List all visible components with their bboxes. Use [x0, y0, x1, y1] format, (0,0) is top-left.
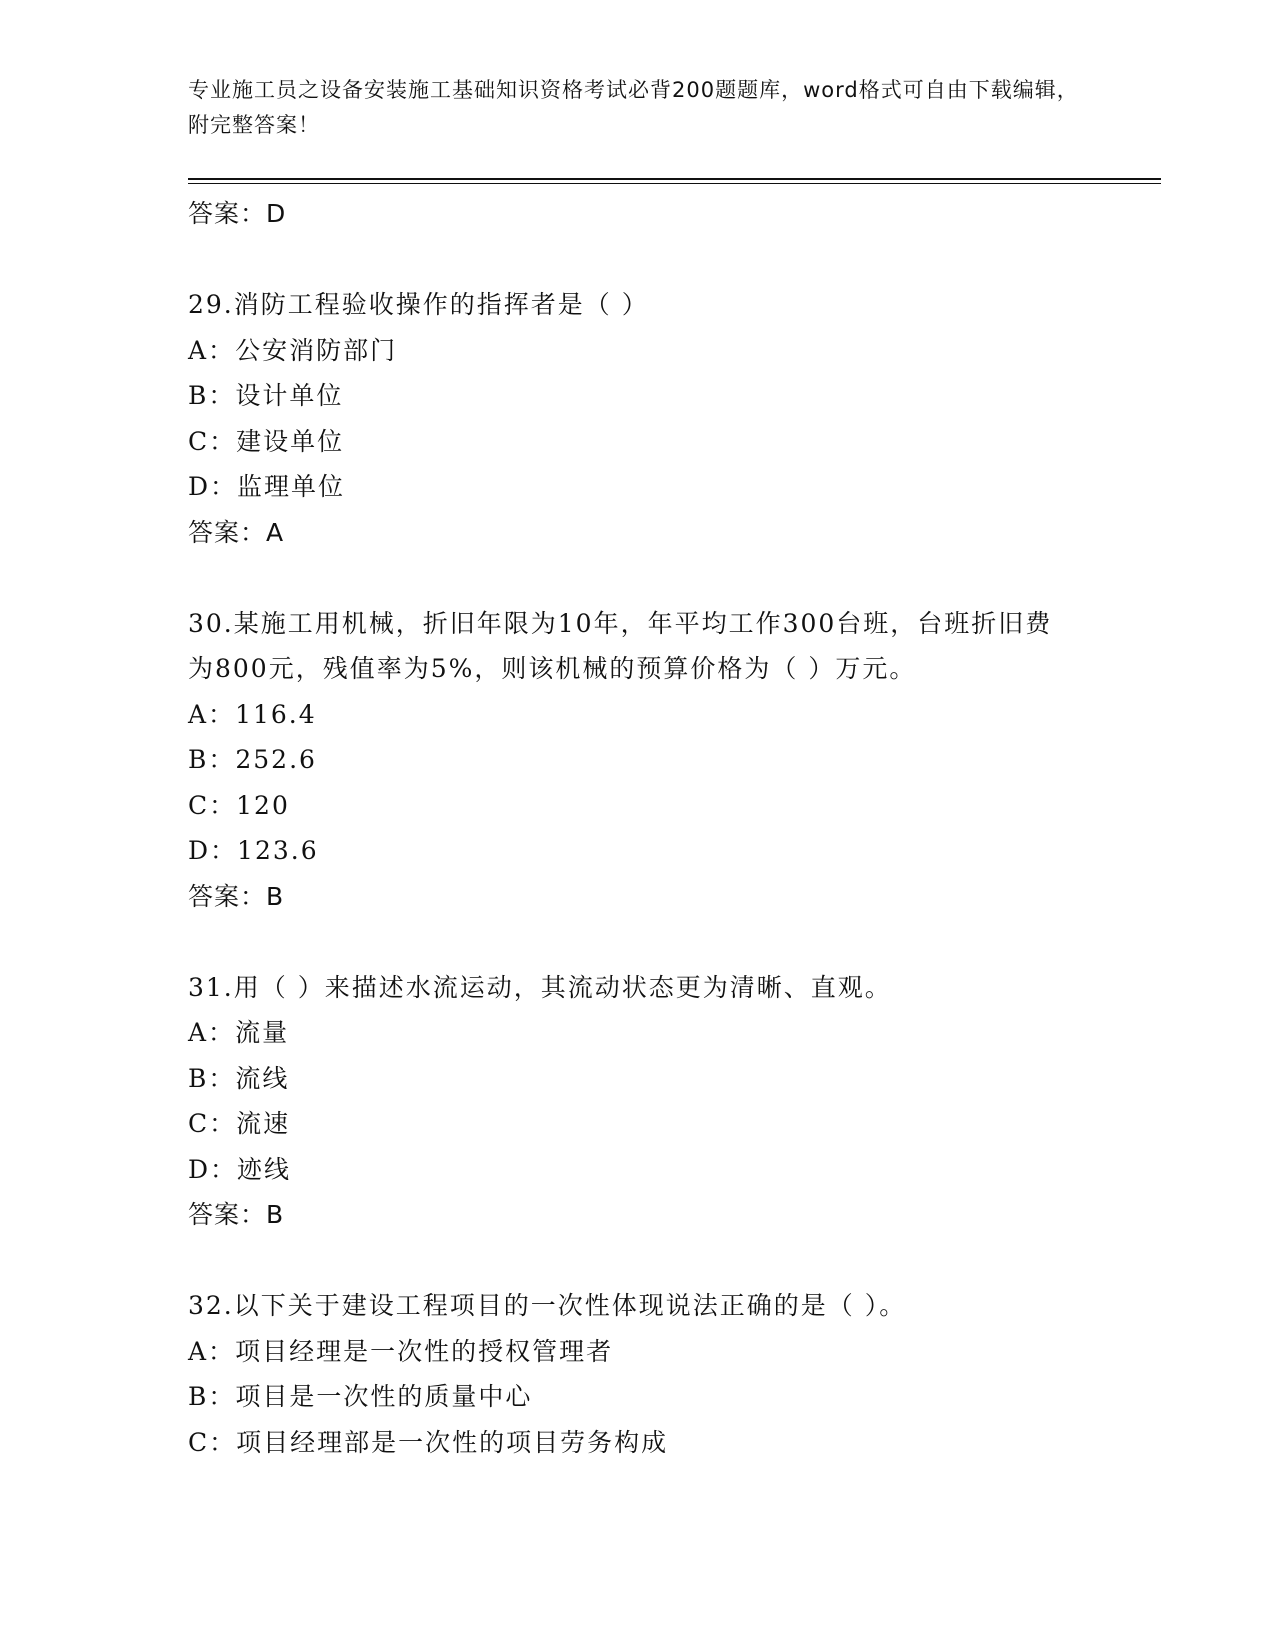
spacer	[188, 237, 1068, 283]
option-letter: D：	[188, 1154, 238, 1184]
page-header-title: 专业施工员之设备安装施工基础知识资格考试必背200题题库，word格式可自由下载编辑，附完整答案！	[188, 78, 1079, 137]
option-letter: A：	[188, 699, 236, 729]
question-30	[188, 601, 1068, 920]
question-answer: 答案：A	[188, 517, 285, 547]
question-stem: 31.用（ ）来描述水流运动，其流动状态更为清晰、直观。	[188, 972, 892, 1002]
option-text: 项目经理部是一次性的项目劳务构成	[236, 1427, 669, 1457]
question-answer: 答案：B	[188, 1200, 285, 1229]
option-letter: B：	[188, 381, 236, 410]
option-d	[188, 464, 1068, 510]
option-c	[188, 419, 1068, 465]
option-letter: C：	[188, 790, 237, 820]
option-text: 252.6	[235, 745, 317, 774]
option-c	[188, 1420, 1068, 1466]
option-letter: D：	[188, 472, 238, 501]
question-stem: 32.以下关于建设工程项目的一次性体现说法正确的是（ ）。	[188, 1291, 907, 1320]
option-letter: B：	[188, 745, 236, 774]
option-text: 流量	[235, 1018, 290, 1047]
option-text: 123.6	[237, 836, 319, 865]
option-b	[188, 1374, 1068, 1420]
question-32	[188, 1283, 1068, 1465]
option-letter: A：	[188, 335, 236, 365]
option-b	[188, 373, 1068, 419]
spacer	[188, 555, 1068, 601]
option-letter: B：	[188, 1382, 236, 1411]
option-a	[188, 328, 1068, 374]
option-c	[188, 1101, 1068, 1147]
document-body	[188, 191, 1068, 1465]
option-text: 迹线	[237, 1154, 292, 1184]
option-a	[188, 692, 1068, 738]
option-letter: D：	[188, 836, 238, 865]
spacer	[188, 1238, 1068, 1284]
option-text: 流速	[236, 1109, 291, 1138]
option-b	[188, 1056, 1068, 1102]
question-answer: 答案：B	[188, 881, 285, 911]
header-divider-thick	[188, 178, 1161, 180]
option-letter: A：	[188, 1336, 236, 1366]
option-c	[188, 783, 1068, 829]
option-d	[188, 828, 1068, 874]
option-text: 设计单位	[235, 381, 344, 410]
option-text: 116.4	[235, 699, 317, 729]
question-stem: 30.某施工用机械，折旧年限为10年，年平均工作300台班，台班折旧费为800元，残值率为5%，则该机械的预算价格为（ ）万元。	[188, 608, 1053, 683]
question-stem: 29.消防工程验收操作的指挥者是（ ）	[188, 290, 649, 319]
option-letter: A：	[188, 1018, 236, 1047]
option-letter: C：	[188, 1427, 237, 1457]
previous-answer: 答案：D	[188, 199, 287, 228]
question-31	[188, 965, 1068, 1238]
header-divider-thin	[188, 183, 1161, 184]
option-d	[188, 1147, 1068, 1193]
option-text: 120	[236, 790, 290, 820]
option-text: 公安消防部门	[235, 335, 398, 365]
option-text: 流线	[235, 1063, 290, 1093]
option-text: 项目是一次性的质量中心	[235, 1382, 533, 1411]
option-letter: C：	[188, 426, 237, 456]
option-a	[188, 1010, 1068, 1056]
option-text: 项目经理是一次性的授权管理者	[235, 1336, 614, 1366]
option-b	[188, 737, 1068, 783]
spacer	[188, 919, 1068, 965]
option-letter: C：	[188, 1109, 237, 1138]
option-text: 建设单位	[236, 426, 345, 456]
option-letter: B：	[188, 1063, 236, 1093]
option-a	[188, 1329, 1068, 1375]
question-29	[188, 282, 1068, 555]
option-text: 监理单位	[237, 472, 346, 501]
